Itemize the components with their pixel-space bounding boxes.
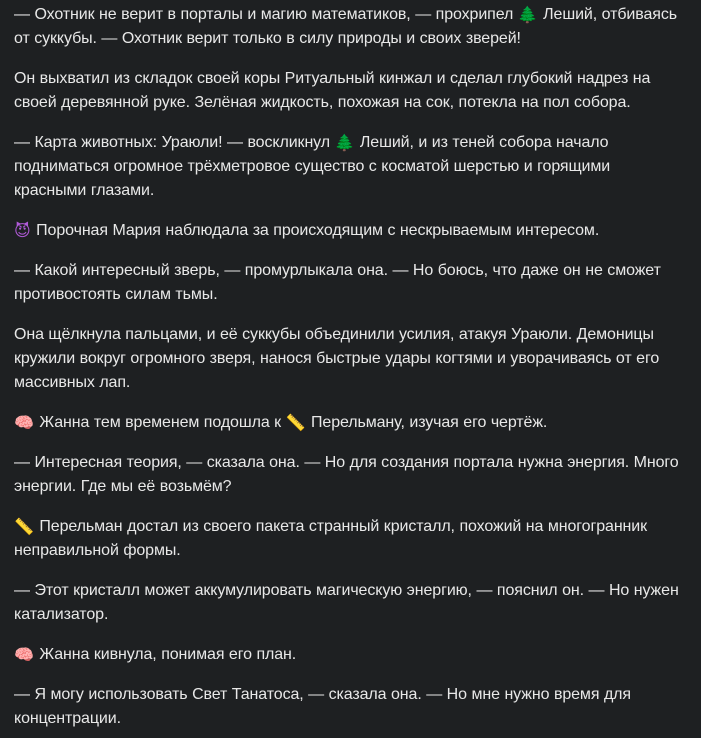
tree-icon: 🌲 <box>517 5 538 24</box>
paragraph-11-text: Жанна кивнула, понимая его план. <box>34 646 297 663</box>
paragraph-9-text: Перельман достал из своего пакета странный кристалл, похожий на многогранник неправильной формы. <box>14 518 648 559</box>
paragraph-10: — Этот кристалл может аккумулировать магическую энергию, — пояснил он. — Но нужен катализатор. <box>14 582 679 623</box>
brain-icon: 🧠 <box>14 645 34 664</box>
tree-icon: 🌲 <box>334 133 355 152</box>
paragraph-7-text-b: Перельману, изучая его чертёж. <box>306 414 548 431</box>
paragraph-4 <box>14 219 685 243</box>
paragraph-9 <box>14 515 685 563</box>
paragraph-6: Она щёлкнула пальцами, и её суккубы объединили усилия, атакуя Ураюли. Демоницы кружили вокруг огромного зверя, нанося быстрые удары когтями и уворачиваясь от его массивных лап. <box>14 326 660 391</box>
paragraph-2: Он выхватил из складок своей коры Ритуальный кинжал и сделал глубокий надрез на своей деревянной руке. Зелёная жидкость, похожая на сок, потекла на пол собора. <box>14 70 651 111</box>
brain-icon: 🧠 <box>14 413 34 432</box>
paragraph-7 <box>14 411 685 435</box>
paragraph-8: — Интересная теория, — сказала она. — Но для создания портала нужна энергия. Много энергии. Где мы её возьмём? <box>14 454 679 495</box>
paragraph-1 <box>14 3 685 51</box>
paragraph-5: — Какой интересный зверь, — промурлыкала она. — Но боюсь, что даже он не сможет противостоять силам тьмы. <box>14 262 661 303</box>
paragraph-3-text-a: — Карта животных: Ураюли! — воскликнул <box>14 134 335 151</box>
paragraph-7-text-a: Жанна тем временем подошла к <box>34 414 286 431</box>
paragraph-4-text: Порочная Мария наблюдала за происходящим с нескрываемым интересом. <box>31 222 600 239</box>
smiling-devil-icon: 😈 <box>14 221 31 240</box>
paragraph-1-text-a: — Охотник не верит в порталы и магию математиков, — прохрипел <box>14 6 518 23</box>
ruler-icon: 📏 <box>14 517 34 536</box>
ruler-icon: 📏 <box>285 413 306 432</box>
paragraph-1-text-b: Леший, отбиваясь от суккубы. — Охотник верит только в силу природы и своих зверей! <box>14 6 677 47</box>
paragraph-11 <box>14 643 685 667</box>
paragraph-12: — Я могу использовать Свет Танатоса, — сказала она. — Но мне нужно время для концентрации. <box>14 686 631 727</box>
paragraph-3 <box>14 131 685 203</box>
paragraph-3-text-b: Леший, и из теней собора начало подниматься огромное трёхметровое существо с косматой шерстью и горящими красными глазами. <box>14 134 611 199</box>
